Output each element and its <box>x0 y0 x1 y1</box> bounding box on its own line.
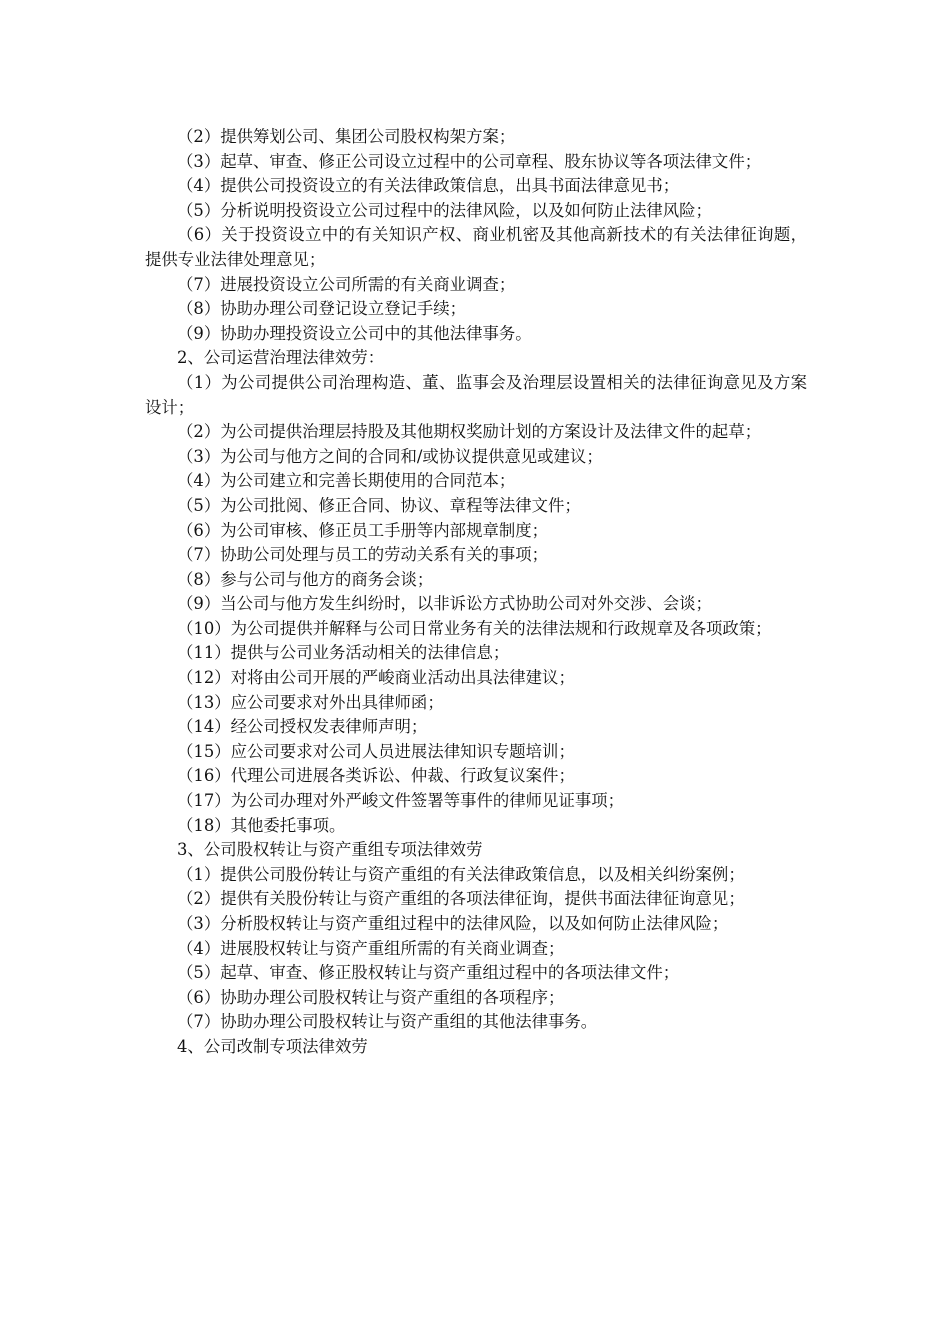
paragraph: （13）应公司要求对外出具律师函； <box>177 692 444 712</box>
paragraph: （5）起草、审查、修正股权转让与资产重组过程中的各项法律文件； <box>177 963 680 983</box>
paragraph: （11）提供与公司业务活动相关的法律信息； <box>177 643 510 663</box>
paragraph: （16）代理公司进展各类诉讼、仲裁、行政复议案件； <box>177 766 575 786</box>
paragraph: （7）协助办理公司股权转让与资产重组的其他法律事务。 <box>177 1012 598 1032</box>
paragraph: （6）协助办理公司股权转让与资产重组的各项程序； <box>177 987 565 1007</box>
paragraph: （1）为公司提供公司治理构造、董、监事会及治理层设置相关的法律征询意见及方案设计； <box>145 372 807 417</box>
paragraph: （4）为公司建立和完善长期使用的合同范本； <box>177 471 516 491</box>
paragraph: （5）为公司批阅、修正合同、协议、章程等法律文件； <box>177 495 581 515</box>
paragraph: （8）参与公司与他方的商务会谈； <box>177 569 434 589</box>
paragraph: （3）分析股权转让与资产重组过程中的法律风险，以及如何防止法律风险； <box>177 914 729 933</box>
paragraph: （1）提供公司股份转让与资产重组的有关法律政策信息，以及相关纠纷案例； <box>177 864 745 884</box>
paragraph: （3）起草、审查、修正公司设立过程中的公司章程、股东协议等各项法律文件； <box>177 151 762 171</box>
paragraph: （2）为公司提供治理层持股及其他期权奖励计划的方案设计及法律文件的起草； <box>177 422 762 442</box>
paragraph: （4）提供公司投资设立的有关法律政策信息，出具书面法律意见书； <box>177 176 680 196</box>
paragraph: （9）当公司与他方发生纠纷时，以非诉讼方式协助公司对外交涉、会谈； <box>177 594 712 614</box>
paragraph: （8）协助办理公司登记设立登记手续； <box>177 299 467 319</box>
paragraph: （15）应公司要求对公司人员进展法律知识专题培训； <box>177 741 575 761</box>
paragraph: （5）分析说明投资设立公司过程中的法律风险，以及如何防止法律风险； <box>177 200 712 220</box>
paragraph: （6）为公司审核、修正员工手册等内部规章制度； <box>177 520 549 540</box>
paragraph: （6）关于投资设立中的有关知识产权、商业机密及其他高新技术的有关法律征询题，提供专业法律处理意见； <box>145 225 807 269</box>
section-heading: 2、公司运营治理法律效劳： <box>177 348 385 368</box>
paragraph: （2）提供有关股份转让与资产重组的各项法律征询，提供书面法律征询意见； <box>177 889 745 909</box>
paragraph: （14）经公司授权发表律师声明； <box>177 717 428 737</box>
section-heading: 4、公司改制专项法律效劳 <box>177 1036 368 1056</box>
paragraph: （2）提供筹划公司、集团公司股权构架方案； <box>177 127 516 146</box>
paragraph: （3）为公司与他方之间的合同和/或协议提供意见或建议； <box>177 446 603 466</box>
paragraph: （4）进展股权转让与资产重组所需的有关商业调查； <box>177 938 565 958</box>
paragraph: （7）协助公司处理与员工的劳动关系有关的事项； <box>177 545 549 565</box>
paragraph: （9）协助办理投资设立公司中的其他法律事务。 <box>177 323 532 343</box>
paragraph: （18）其他委托事项。 <box>177 815 346 835</box>
section-heading: 3、公司股权转让与资产重组专项法律效劳 <box>177 840 483 860</box>
paragraph: （10）为公司提供并解释与公司日常业务有关的法律法规和行政规章及各项政策； <box>177 618 772 638</box>
document-page <box>145 125 807 1060</box>
paragraph: （12）对将由公司开展的严峻商业活动出具法律建议； <box>177 668 575 688</box>
paragraph: （17）为公司办理对外严峻文件签署等事件的律师见证事项； <box>177 791 625 811</box>
paragraph: （7）进展投资设立公司所需的有关商业调查； <box>177 274 516 294</box>
